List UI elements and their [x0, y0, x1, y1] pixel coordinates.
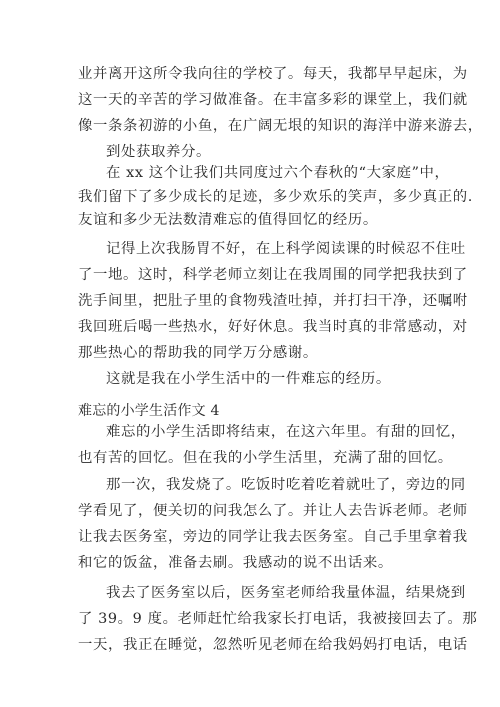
- text-line: 记得上次我肠胃不好，在上科学阅读课的时候忍不住吐: [106, 241, 466, 257]
- text-line: 学看见了，便关切的问我怎么了。并让人去告诉老师。老师: [78, 503, 468, 519]
- text-line: 了 39。9 度。老师赶忙给我家长打电话，我被接回去了。那: [78, 611, 478, 627]
- text-line: 也有苦的回忆。但在我的小学生活里，充满了甜的回忆。: [78, 450, 453, 466]
- text-line: 和它的饭盆，准备去刷。我感动的说不出话来。: [78, 555, 393, 571]
- text-line: 我去了医务室以后，医务室老师给我量体温，结果烧到: [106, 585, 466, 601]
- text-line: 到处获取养分。: [106, 144, 211, 160]
- text-line: 让我去医务室，旁边的同学让我去医务室。自己手里拿着我: [78, 529, 468, 545]
- text-line: 像一条条初游的小鱼，在广阔无垠的知识的海洋中游来游去，: [78, 118, 483, 134]
- text-line: 那一次，我发烧了。吃饭时吃着吃着就吐了，旁边的同: [106, 477, 466, 493]
- text-line: 一天，我正在睡觉，忽然听见老师在给我妈妈打电话，电话: [78, 637, 468, 653]
- text-line: 那些热心的帮助我的同学万分感谢。: [78, 345, 318, 361]
- text-line: 业并离开这所令我向往的学校了。每天，我都早早起床，为: [78, 66, 468, 82]
- text-line: 我回班后喝一些热水，好好休息。我当时真的非常感动，对: [78, 319, 468, 335]
- text-line: 难忘的小学生活即将结束，在这六年里。有甜的回忆，: [106, 424, 466, 440]
- text-line: 这一天的辛苦的学习做准备。在丰富多彩的课堂上，我们就: [78, 92, 468, 108]
- text-line: 我们留下了多少成长的足迹，多少欢乐的笑声，多少真正的.: [78, 189, 473, 205]
- section-title: 难忘的小学生活作文 4: [78, 403, 220, 419]
- text-line: 洗手间里，把肚子里的食物残渣吐掉，并打扫干净，还嘱咐: [78, 293, 468, 309]
- text-line: 了一地。这时，科学老师立刻让在我周围的同学把我扶到了: [78, 267, 468, 283]
- text-line: 友谊和多少无法数清难忘的值得回忆的经历。: [78, 212, 378, 228]
- text-line: 在 xx 这个让我们共同度过六个春秋的“大家庭”中，: [106, 165, 450, 181]
- text-line: 这就是我在小学生活中的一件难忘的经历。: [106, 371, 391, 387]
